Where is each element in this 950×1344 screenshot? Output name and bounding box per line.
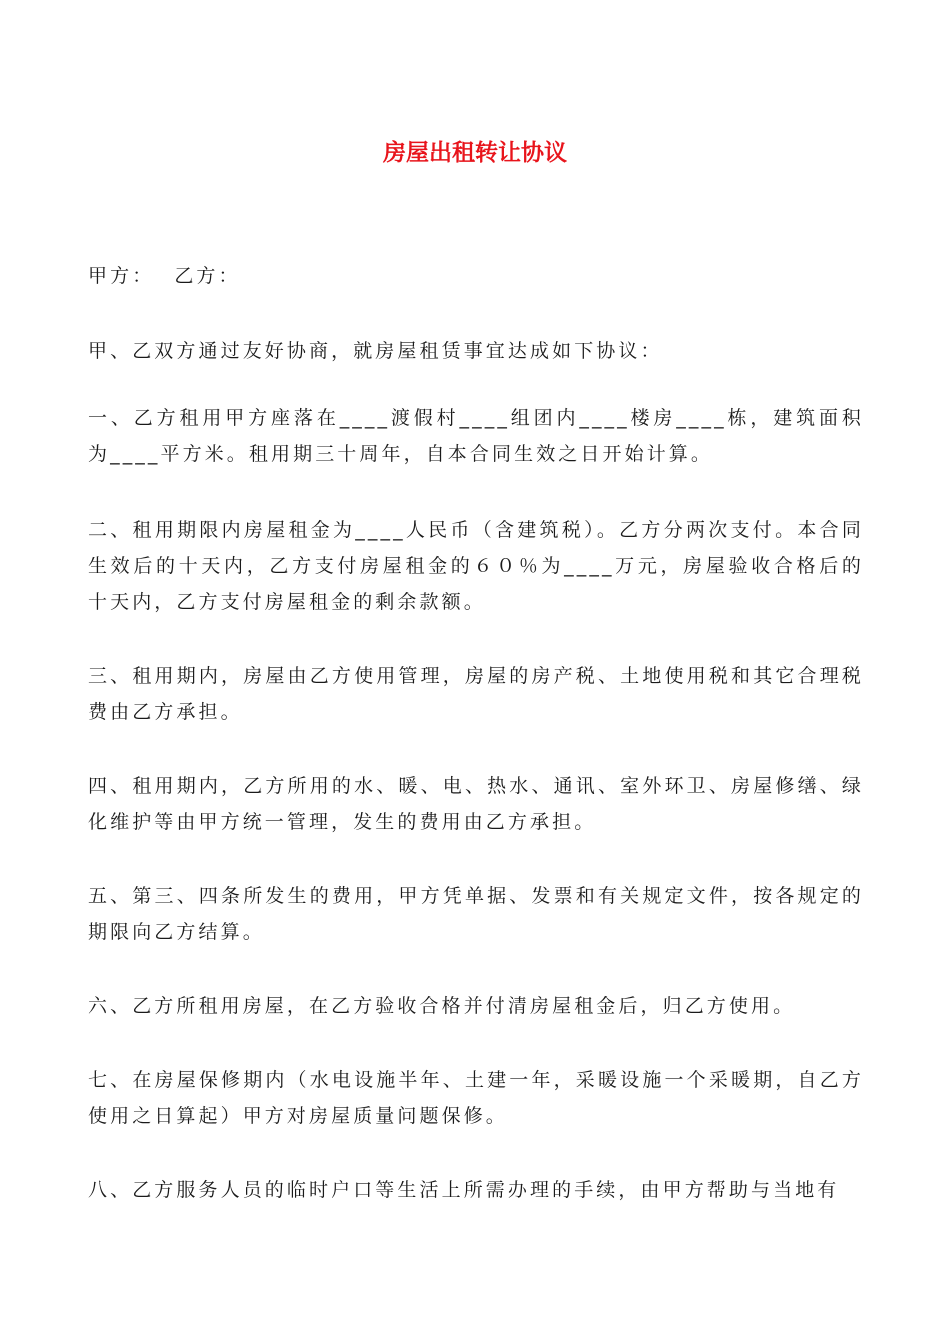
document-title: 房屋出租转让协议 [383,140,567,166]
clause-5: 五、第三、四条所发生的费用，甲方凭单据、发票和有关规定文件，按各规定的期限向乙方结算。 [88,885,864,943]
parties-line [88,258,864,294]
clause-4: 四、租用期内，乙方所用的水、暖、电、热水、通讯、室外环卫、房屋修缮、绿化维护等由甲方统一管理，发生的费用由乙方承担。 [88,775,864,833]
clause-3: 三、租用期内，房屋由乙方使用管理，房屋的房产税、土地使用税和其它合理税费由乙方承担。 [88,665,864,723]
intro-paragraph: 甲、乙双方通过友好协商，就房屋租赁事宜达成如下协议： [88,340,663,362]
clause-1: 一、乙方租用甲方座落在____渡假村____组团内____楼房____栋，建筑面积为____平方米。租用期三十周年，自本合同生效之日开始计算。 [88,407,864,465]
clause-8: 八、乙方服务人员的临时户口等生活上所需办理的手续，由甲方帮助与当地有 [88,1179,840,1201]
party-a-label: 甲方： [88,265,155,287]
party-b-label: 乙方： [174,265,241,287]
clause-7: 七、在房屋保修期内（水电设施半年、土建一年，采暖设施一个采暖期，自乙方使用之日算起）甲方对房屋质量问题保修。 [88,1069,864,1127]
clause-6: 六、乙方所租用房屋，在乙方验收合格并付清房屋租金后，归乙方使用。 [88,995,796,1017]
clause-2: 二、租用期限内房屋租金为____人民币（含建筑税）。乙方分两次支付。本合同生效后的十天内，乙方支付房屋租金的６０％为____万元，房屋验收合格后的十天内，乙方支付房屋租金的剩余款额。 [88,519,864,613]
